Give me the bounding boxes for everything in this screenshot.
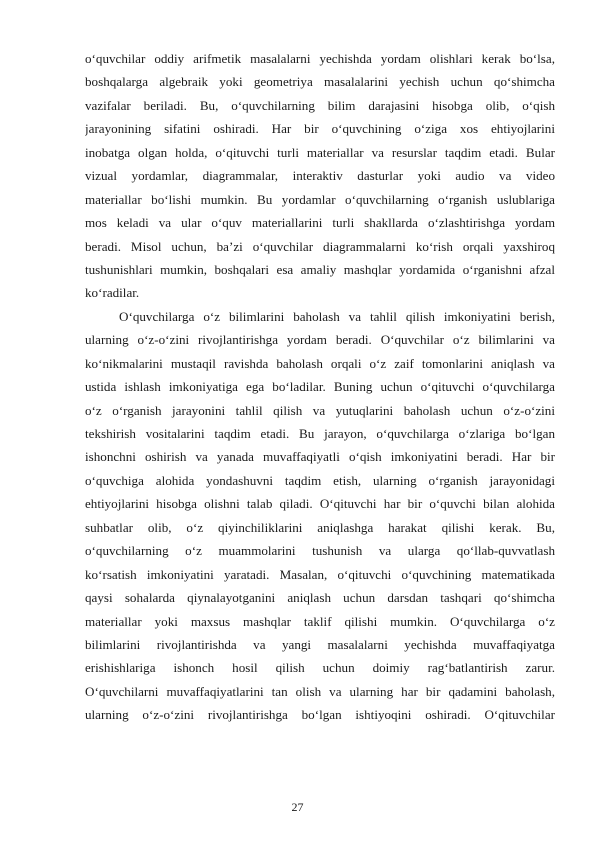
text-line: ehtiyojlarini hisobga olishni talab qiladi. O‘qituvchi har bir o‘quvchi bilan alohida [85,496,555,512]
text-line: mos keladi va ular o‘quv materiallarini turli shakllarda o‘zlashtirishga yordam [85,215,555,231]
text-line: tekshirish vositalarini taqdim etadi. Bu jarayon, o‘quvchilarga o‘zlariga bo‘lgan [85,426,555,441]
body-text [85,47,555,727]
text-line: ko‘radilar. [85,285,140,301]
text-line: ularning o‘z-o‘zini rivojlantirishga bo‘lgan ishtiyoqini oshiradi. O‘qituvchilar [85,707,555,723]
text-line: bilimlarini rivojlantirishda va yangi masalalarni yechishda muvaffaqiyatga [85,636,555,652]
text-line: o‘quvchilarning o‘z muammolarini tushunish va ularga qo‘llab-quvvatlash [85,543,555,559]
text-line: ularning o‘z-o‘zini rivojlantirishga yordam beradi. O‘quvchilar o‘z bilimlarini va [85,332,555,348]
text-line: o‘quvchilar oddiy arifmetik masalalarni yechishda yordam olishlari kerak bo‘lsa, [85,51,555,66]
page-number: 27 [291,800,304,814]
text-line: tushunishlari mumkin, boshqalari esa amaliy mashqlar yordamida o‘rganishni afzal [85,261,555,277]
text-line: qaysi sohalarda qiynalayotganini aniqlash uchun darsdan tashqari qo‘shimcha [85,590,555,606]
text-line: ko‘nikmalarini mustaqil ravishda baholash orqali o‘z zaif tomonlarini aniqlash va [85,355,555,371]
text-line: erishishlariga ishonch hosil qilish uchun doimiy rag‘batlantirish zarur. [85,660,555,676]
text-line: ishonchni oshirish va yanada muvaffaqiyatli o‘qish imkoniyatini beradi. Har bir [85,449,555,465]
text-line: O‘quvchilarni muvaffaqiyatlarini tan olish va ularning har bir qadamini baholash, [85,683,555,699]
text-line: ko‘rsatish imkoniyatini yaratadi. Masalan, o‘qituvchi o‘quvchining matematikada [85,566,555,582]
text-line: materiallar yoki maxsus mashqlar taklif qilishi mumkin. O‘quvchilarga o‘z [85,613,555,629]
text-line: beradi. Misol uchun, ba’zi o‘quvchilar diagrammalarni ko‘rish orqali yaxshiroq [85,238,555,254]
text-line: materiallar bo‘lishi mumkin. Bu yordamlar o‘quvchilarning o‘rganish uslublariga [85,191,555,207]
text-line: ustida ishlash imkoniyatiga ega bo‘ladilar. Buning uchun o‘qituvchi o‘quvchilarga [85,379,555,395]
text-line: O‘quvchilarga o‘z bilimlarini baholash va tahlil qilish imkoniyatini berish, [119,308,555,324]
text-line: o‘quvchiga alohida yondashuvni taqdim etish, ularning o‘rganish jarayonidagi [85,472,555,488]
text-line: inobatga olgan holda, o‘qituvchi turli materiallar va resurslar taqdim etadi. Bular [85,144,555,160]
text-line: suhbatlar olib, o‘z qiyinchiliklarini aniqlashga harakat qilishi kerak. Bu, [85,519,555,535]
text-line: vazifalar beriladi. Bu, o‘quvchilarning bilim darajasini hisobga olib, o‘qish [85,97,555,113]
text-line: vizual yordamlar, diagrammalar, interaktiv dasturlar yoki audio va video [85,168,555,184]
text-line: boshqalarga algebraik yoki geometriya masalalarini yechish uchun qo‘shimcha [85,74,555,90]
text-line: o‘z o‘rganish jarayonini tahlil qilish va yutuqlarini baholash uchun o‘z-o‘zini [85,402,555,418]
text-line: jarayonining sifatini oshiradi. Har bir o‘quvchining o‘ziga xos ehtiyojlarini [85,121,555,137]
